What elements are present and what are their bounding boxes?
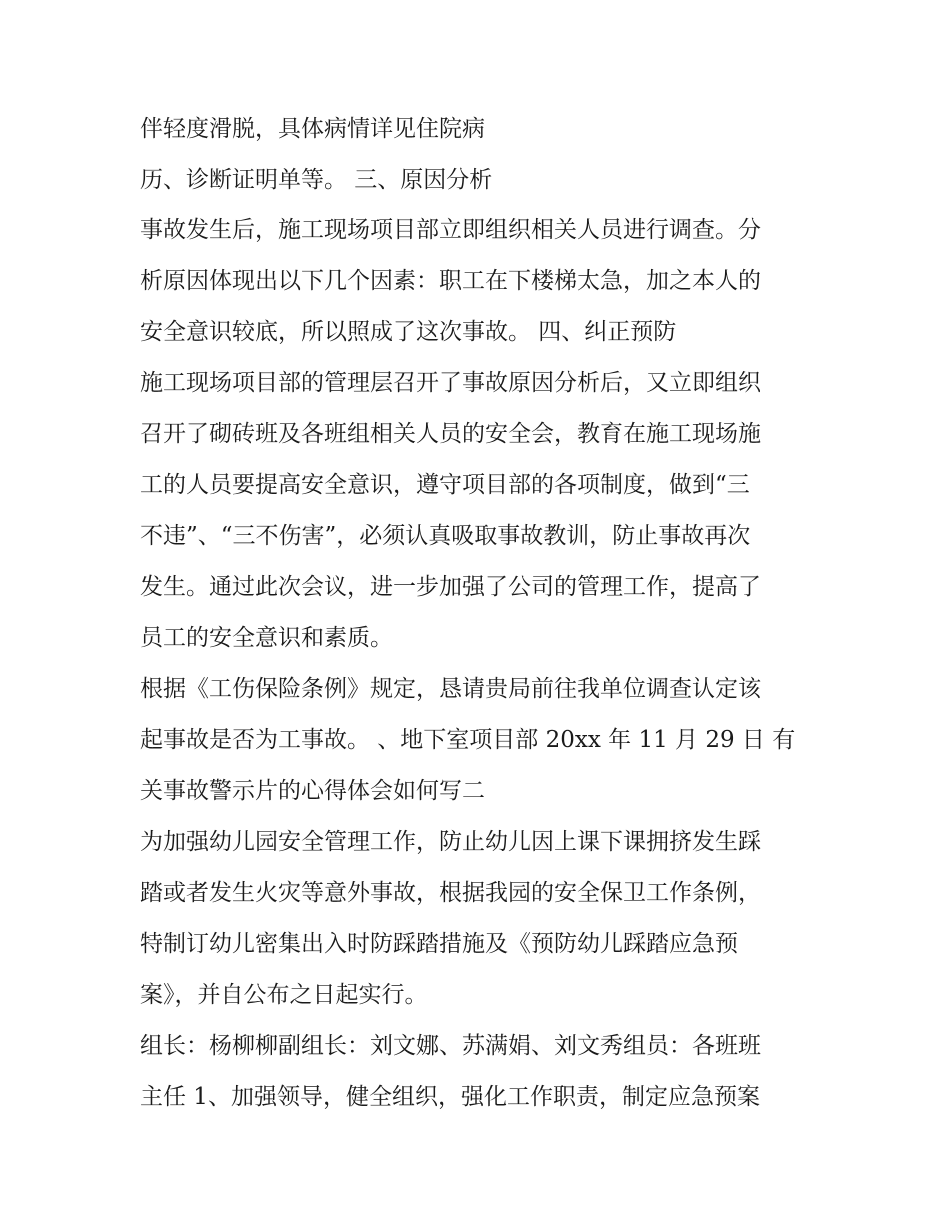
text-line-20: 主任 1、加强领导，健全组织，强化工作职责，制定应急预案 xyxy=(140,1084,760,1110)
text-line-19: 组长：杨柳柳副组长：刘文娜、苏满娟、刘文秀组员：各班班 xyxy=(140,1033,761,1059)
text-line-3: 事故发生后，施工现场项目部立即组织相关人员进行调查。分 xyxy=(140,217,761,243)
text-line-6: 施工现场项目部的管理层召开了事故原因分析后，又立即组织 xyxy=(140,370,761,396)
text-line-2: 历、诊断证明单等。 三、原因分析 xyxy=(140,167,493,193)
text-line-11: 员工的安全意识和素质。 xyxy=(140,625,393,651)
text-line-15: 为加强幼儿园安全管理工作，防止幼儿因上课下课拥挤发生踩 xyxy=(140,829,761,855)
text-line-8: 工的人员要提高安全意识，遵守项目部的各项制度，做到“三 xyxy=(140,472,750,498)
text-line-12: 根据《工伤保险条例》规定，恳请贵局前往我单位调查认定该 xyxy=(140,676,761,702)
text-line-4: 析原因体现出以下几个因素：职工在下楼梯太急，加之本人的 xyxy=(140,268,761,294)
text-line-7: 召开了砌砖班及各班组相关人员的安全会，教育在施工现场施 xyxy=(140,421,761,447)
text-line-10: 发生。通过此次会议，进一步加强了公司的管理工作，提高了 xyxy=(140,574,761,600)
text-line-5: 安全意识较底，所以照成了这次事故。 四、纠正预防 xyxy=(140,319,677,345)
text-line-13: 起事故是否为工事故。 、地下室项目部 20xx 年 11 月 29 日 有 xyxy=(140,727,796,753)
text-line-18: 案》，并自公布之日起实行。 xyxy=(140,982,428,1008)
text-line-9: 不违”、“三不伤害”，必须认真吸取事故教训，防止事故再次 xyxy=(140,523,751,549)
text-line-16: 踏或者发生火灾等意外事故，根据我园的安全保卫工作条例， xyxy=(140,880,761,906)
text-line-14: 关事故警示片的心得体会如何写二 xyxy=(140,778,485,804)
text-line-1: 伴轻度滑脱，具体病情详见住院病 xyxy=(140,116,485,142)
text-line-17: 特制订幼儿密集出入时防踩踏措施及《预防幼儿踩踏应急预 xyxy=(140,931,738,957)
